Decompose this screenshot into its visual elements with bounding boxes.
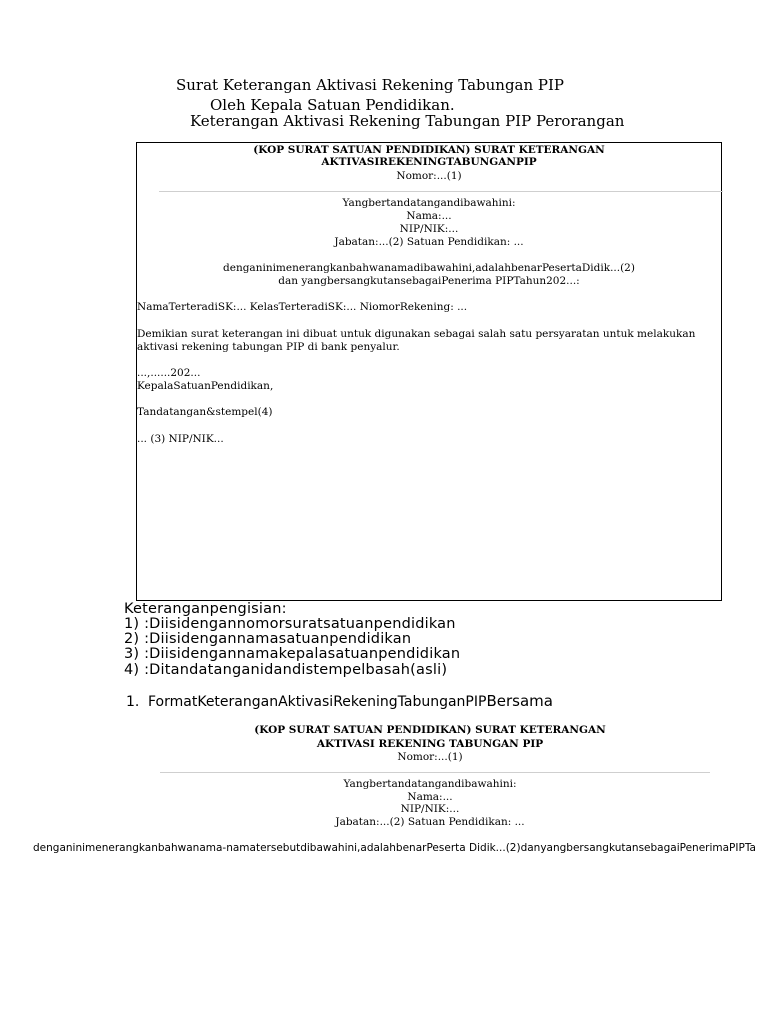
jabatan-line-2: Jabatan:...(2) Satuan Pendidikan: ... [335,816,525,828]
document-title: Surat Keterangan Aktivasi Rekening Tabungan PIP [176,76,565,94]
note-item-1: 1) :Diisidengannomorsuratsatuanpendidikan [124,616,456,632]
section-title: FormatKeteranganAktivasiRekeningTabunganPIP [148,694,487,710]
form-box-perorangan [136,142,722,601]
section-heading [126,692,553,710]
closing-line-2: aktivasi rekening tabungan PIP di bank penyalur. [137,341,400,353]
note-item-2: 2) :Diisidengannamasatuanpendidikan [124,631,412,647]
document-subtitle: Oleh Kepala Satuan Pendidikan. [210,96,455,114]
closing-line-1: Demikian surat keterangan ini dibuat untuk digunakan sebagai salah satu persyaratan untuk melakukan [137,328,696,340]
divider-2 [160,772,710,773]
note-item-3: 3) :Diisidengannamakepalasatuanpendidikan [124,646,461,662]
undersigned-line-2: Yangbertandatangandibawahini: [343,778,517,790]
divider [159,191,723,192]
jabatan-line: Jabatan:...(2) Satuan Pendidikan: ... [334,236,524,248]
nama-line: Nama:... [406,210,452,222]
note-item-4: 4) :Ditandatanganidandistempelbasah(asli) [124,662,448,678]
document-section-title: Keterangan Aktivasi Rekening Tabungan PIP Perorangan [190,112,625,130]
statement-line-2: dan yangbersangkutansebagaiPenerima PIPTahun202...: [278,275,580,287]
statement-line-bersama: denganinimenerangkanbahwanama-namatersebutdibawahini,adalahbenarPeserta Didik...(2)danyangbersangkutansebagaiPenerimaPIPTa [33,842,756,854]
date-line: ...,......202... [137,367,201,379]
form-heading-2: AKTIVASI REKENING TABUNGAN PIP [316,738,544,750]
nama-line-2: Nama:... [407,791,453,803]
nip-line-2: NIP/NIK:... [400,803,460,815]
notes-title: Keteranganpengisian: [124,601,287,617]
kop-line: (KOP SURAT SATUAN PENDIDIKAN) SURAT KETERANGAN [253,144,605,156]
undersigned-line: Yangbertandatangandibawahini: [342,197,516,209]
nomor-line-2: Nomor:...(1) [397,751,463,763]
nomor-line: Nomor:...(1) [396,170,462,182]
nip-line: NIP/NIK:... [399,223,459,235]
sk-fields-line: NamaTerteradiSK:... KelasTerteradiSK:... NiomorRekening: ... [137,301,468,313]
sign-name-line: ... (3) NIP/NIK... [137,433,224,445]
kepala-line: KepalaSatuanPendidikan, [137,380,274,392]
kop-line-2: (KOP SURAT SATUAN PENDIDIKAN) SURAT KETERANGAN [254,724,606,736]
signature-line: Tandatangan&stempel(4) [137,406,273,418]
section-number: 1. [126,694,140,710]
section-title-tail: Bersama [486,692,553,710]
statement-line-1: denganinimenerangkanbahwanamadibawahini,adalahbenarPesertaDidik...(2) [223,262,635,274]
form-heading: AKTIVASIREKENINGTABUNGANPIP [321,156,537,168]
